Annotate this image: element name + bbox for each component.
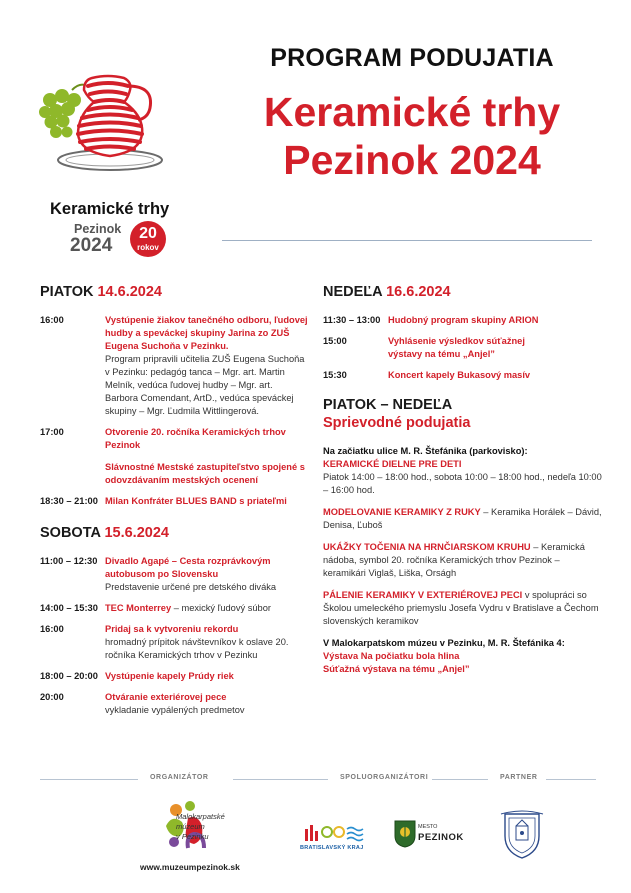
event-title-line2: Pezinok 2024 bbox=[283, 137, 541, 183]
event-title: Vyhlásenie výsledkov súťažnej výstavy na tému „Anjel” bbox=[388, 336, 525, 359]
organizer-label: ORGANIZÁTOR bbox=[150, 774, 209, 781]
event-title: TEC Monterrey bbox=[105, 603, 172, 613]
event-desc: Program pripravili učitelia ZUŠ Eugena Suchoňa v Pezinku: pedagóg tanca – Mgr. art. Martin Melník, vedúca ľudovej hudby – Mgr. art. Barbora Comendant, ArtD., vedúca speváckej skupiny – Mgr. Ľudmila Wittlingerová. bbox=[105, 354, 305, 416]
event-title: Vystúpenie žiakov tanečného odboru, ľudovej hudby a speváckej skupiny Jarina zo ZUŠ Eugena Suchoňa v Pezinku. bbox=[105, 315, 308, 351]
event-time: 16:00 bbox=[40, 315, 64, 325]
region-name: BRATISLAVSKÝ KRAJ bbox=[300, 845, 364, 851]
bratislava-region-logo-icon bbox=[303, 823, 373, 843]
location-lead: V Malokarpatskom múzeu v Pezinku, M. R. Štefánika 4: bbox=[323, 638, 565, 648]
location-lead: Na začiatku ulice M. R. Štefánika (parkovisko): bbox=[323, 446, 528, 456]
friday-heading bbox=[40, 283, 308, 301]
right-column bbox=[323, 283, 603, 685]
sunday-day: NEDEĽA bbox=[323, 284, 383, 300]
pezinok-crest-icon bbox=[394, 820, 416, 848]
friday-date: 14.6.2024 bbox=[97, 284, 162, 300]
museum-name-line2: múzeum bbox=[176, 822, 205, 831]
activity-title: MODELOVANIE KERAMIKY Z RUKY bbox=[323, 507, 481, 517]
event-time: 11:30 – 13:00 bbox=[323, 315, 381, 325]
schedule-item bbox=[40, 623, 308, 662]
city-name: PEZINOK bbox=[418, 832, 464, 843]
event-time: 11:00 – 12:30 bbox=[40, 556, 98, 566]
event-time: 20:00 bbox=[40, 692, 64, 702]
left-column bbox=[40, 283, 308, 725]
logo-title: Keramické trhy bbox=[50, 200, 170, 218]
exhibition-title: Výstava Na počiatku bola hlina bbox=[323, 651, 460, 661]
logo-city: Pezinok bbox=[74, 222, 122, 236]
event-desc: Predstavenie určené pre detského diváka bbox=[105, 582, 277, 592]
event-title: Milan Konfráter BLUES BAND s priateľmi bbox=[105, 496, 287, 506]
event-time: 15:30 bbox=[323, 370, 347, 380]
footer-rule bbox=[546, 779, 596, 780]
activity-title: KERAMICKÉ DIELNE PRE DETI bbox=[323, 459, 462, 469]
exhibition-title: Súťažná výstava na tému „Anjel” bbox=[323, 664, 470, 674]
schedule-item bbox=[40, 555, 308, 594]
schedule-item bbox=[323, 335, 603, 361]
event-title: Koncert kapely Bukasový masív bbox=[388, 370, 531, 380]
activity-desc: – Keramická nádoba, symbol 20. ročníka Keramických trhov Pezinok – keramikári Viglaš, Liška, Orságh bbox=[323, 542, 585, 578]
event-time: 18:00 – 20:00 bbox=[40, 671, 98, 681]
event-time: 18:30 – 21:00 bbox=[40, 496, 98, 506]
anniversary-badge bbox=[130, 221, 166, 257]
activity-desc: Piatok 14:00 – 18:00 hod., sobota 10:00 – 18:00 hod., nedeľa 10:00 – 16:00 hod. bbox=[323, 472, 602, 495]
museum-name-line3: v Pezinku bbox=[176, 832, 209, 841]
friday-day: PIATOK bbox=[40, 284, 94, 300]
saturday-day: SOBOTA bbox=[40, 525, 101, 541]
coorganizers-label: SPOLUORGANIZÁTORI bbox=[340, 774, 429, 781]
footer-rule bbox=[233, 779, 328, 780]
event-title-2: Slávnostné Mestské zastupiteľstvo spojené s odovzdávaním mestských ocenení bbox=[105, 462, 305, 485]
event-time: 15:00 bbox=[323, 336, 347, 346]
schedule-item bbox=[40, 495, 308, 508]
event-title: Divadlo Agapé – Cesta rozprávkovým autobusom po Slovensku bbox=[105, 556, 271, 579]
partner-label: PARTNER bbox=[500, 774, 538, 781]
activity-desc: – Keramika Horálek – Dávid, Denisa, Ľuboš bbox=[323, 507, 602, 530]
event-title: Otvorenie 20. ročníka Keramických trhov Pezinok bbox=[105, 427, 286, 450]
event-logo bbox=[32, 60, 202, 275]
event-desc: – mexický ľudový súbor bbox=[171, 603, 271, 613]
accompanying-item bbox=[323, 637, 603, 676]
logo-year: 2024 bbox=[70, 235, 113, 256]
activity-title: UKÁŽKY TOČENIA NA HRNČIARSKOM KRUHU bbox=[323, 542, 531, 552]
partner-crest-icon bbox=[497, 808, 547, 860]
event-title: Hudobný program skupiny ARION bbox=[388, 315, 539, 325]
event-title: Otváranie exteriérovej pece bbox=[105, 692, 227, 702]
museum-url[interactable]: www.muzeumpezinok.sk bbox=[140, 862, 240, 872]
event-desc: hromadný prípitok návštevníkov k oslave 20. ročníka Keramických trhov v Pezinku bbox=[105, 637, 289, 660]
footer-rule bbox=[432, 779, 488, 780]
city-label: MESTO bbox=[418, 824, 438, 830]
sunday-date: 16.6.2024 bbox=[386, 284, 451, 300]
event-time: 16:00 bbox=[40, 624, 64, 634]
schedule-item bbox=[40, 691, 308, 717]
vase-grapes-icon bbox=[32, 60, 202, 200]
program-heading: PROGRAM PODUJATIA bbox=[270, 44, 554, 72]
event-title bbox=[222, 88, 602, 184]
event-title-line1: Keramické trhy bbox=[263, 89, 561, 135]
schedule-item bbox=[40, 314, 308, 418]
event-title: Vystúpenie kapely Prúdy riek bbox=[105, 671, 234, 681]
saturday-date: 15.6.2024 bbox=[104, 525, 169, 541]
schedule-item bbox=[40, 426, 308, 487]
event-title: Pridaj sa k vytvoreniu rekordu bbox=[105, 624, 239, 634]
event-time: 14:00 – 15:30 bbox=[40, 603, 98, 613]
accompanying-item bbox=[323, 541, 603, 580]
sunday-heading bbox=[323, 283, 603, 301]
accompanying-days: PIATOK – NEDEĽA bbox=[323, 397, 453, 413]
saturday-heading bbox=[40, 524, 308, 542]
accompanying-heading: Sprievodné podujatia bbox=[323, 415, 471, 431]
schedule-item bbox=[40, 602, 308, 615]
badge-number: 20 bbox=[139, 225, 157, 242]
schedule-item bbox=[40, 670, 308, 683]
activity-title: PÁLENIE KERAMIKY V EXTERIÉROVEJ PECI bbox=[323, 590, 523, 600]
schedule-item bbox=[323, 314, 603, 327]
header-divider bbox=[222, 240, 592, 241]
museum-name bbox=[176, 812, 225, 842]
accompanying-item bbox=[323, 445, 603, 497]
footer-rule bbox=[40, 779, 138, 780]
event-time: 17:00 bbox=[40, 427, 64, 437]
accompanying-item bbox=[323, 589, 603, 628]
badge-label: rokov bbox=[137, 243, 159, 252]
museum-name-line1: Malokarpatské bbox=[176, 812, 225, 821]
accompanying-item bbox=[323, 506, 603, 532]
schedule-item bbox=[323, 369, 603, 382]
activity-desc: v spolupráci so Školou umeleckého priemyslu Josefa Vydru v Bratislave a Čechom slovenských keramikov bbox=[323, 590, 599, 626]
event-desc: vykladanie vypálených predmetov bbox=[105, 705, 245, 715]
